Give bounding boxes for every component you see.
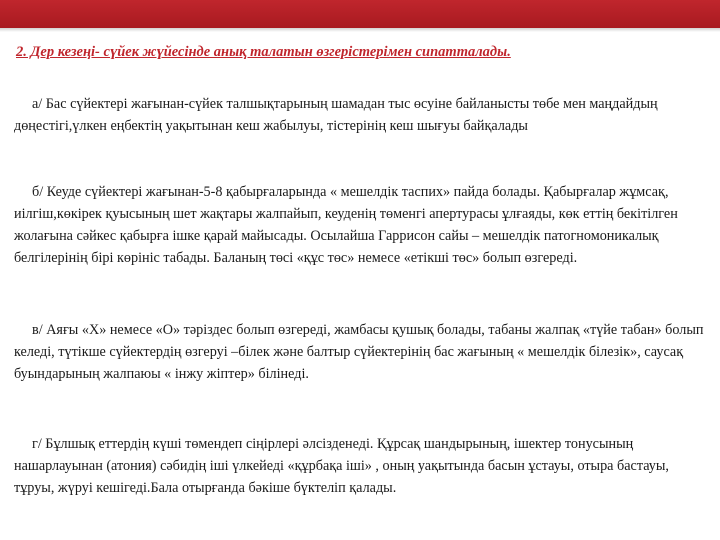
paragraph-d-text: г/ Бұлшық еттердің күші төмендеп сіңірлері әлсізденеді. Құрсақ шандырының, ішектер тонусының нашарлауынан (атония) сәбидің іші үлкейеді «құрбақа іші» , оның уақытында басын ұстауы, отыра бастауы, тұруы, жүруі кешігеді.Бала отырғанда бәкіше бүктеліп қалады. (14, 436, 669, 496)
paragraph-c (14, 319, 708, 385)
slide-heading: 2. Дер кезеңі- сүйек жүйесінде анық талатын өзгерістерімен сипатталады. (16, 44, 511, 60)
paragraph-c-text: в/ Аяғы «Х» немесе «О» тәріздес болып өзгереді, жамбасы қушық болады, табаны жалпақ «түйе табан» болып келеді, түтікше сүйектердің өзгеруі –білек және балтыр сүйектерінің бас жағының « мешелдік білезік», саусақ буындарының жалпаюы « інжу жіптер» білінеді. (14, 322, 704, 382)
header-bar-shadow (0, 28, 720, 32)
paragraph-a-text: а/ Бас сүйектері жағынан-сүйек талшықтарының шамадан тыс өсуіне байланысты төбе мен маңдайдың дөңестігі,үлкен еңбектің уақытынан кеш жабылуы, тістерінің кеш шығуы байқалады (14, 96, 658, 134)
paragraph-b (14, 181, 708, 269)
paragraph-a (14, 93, 708, 137)
paragraph-b-text: б/ Кеуде сүйектері жағынан-5-8 қабырғаларында « мешелдік таспих» пайда болады. Қабырғалар жұмсақ, иілгіш,көкірек қуысының шет жақтары жалпайып, кеуденің төменгі апертурасы ұлғаяды, көк еттің бекітілген жолағына сәйкес қабырға ішке қарай майысады. Осылайша Гаррисон сайы – мешелдік патогномоникалық белгілерінің бірі көрініс табады. Баланың төсі «құс төс» немесе «етікші төс» болып өзгереді. (14, 184, 678, 266)
header-bar (0, 0, 720, 28)
paragraph-d (14, 433, 708, 499)
